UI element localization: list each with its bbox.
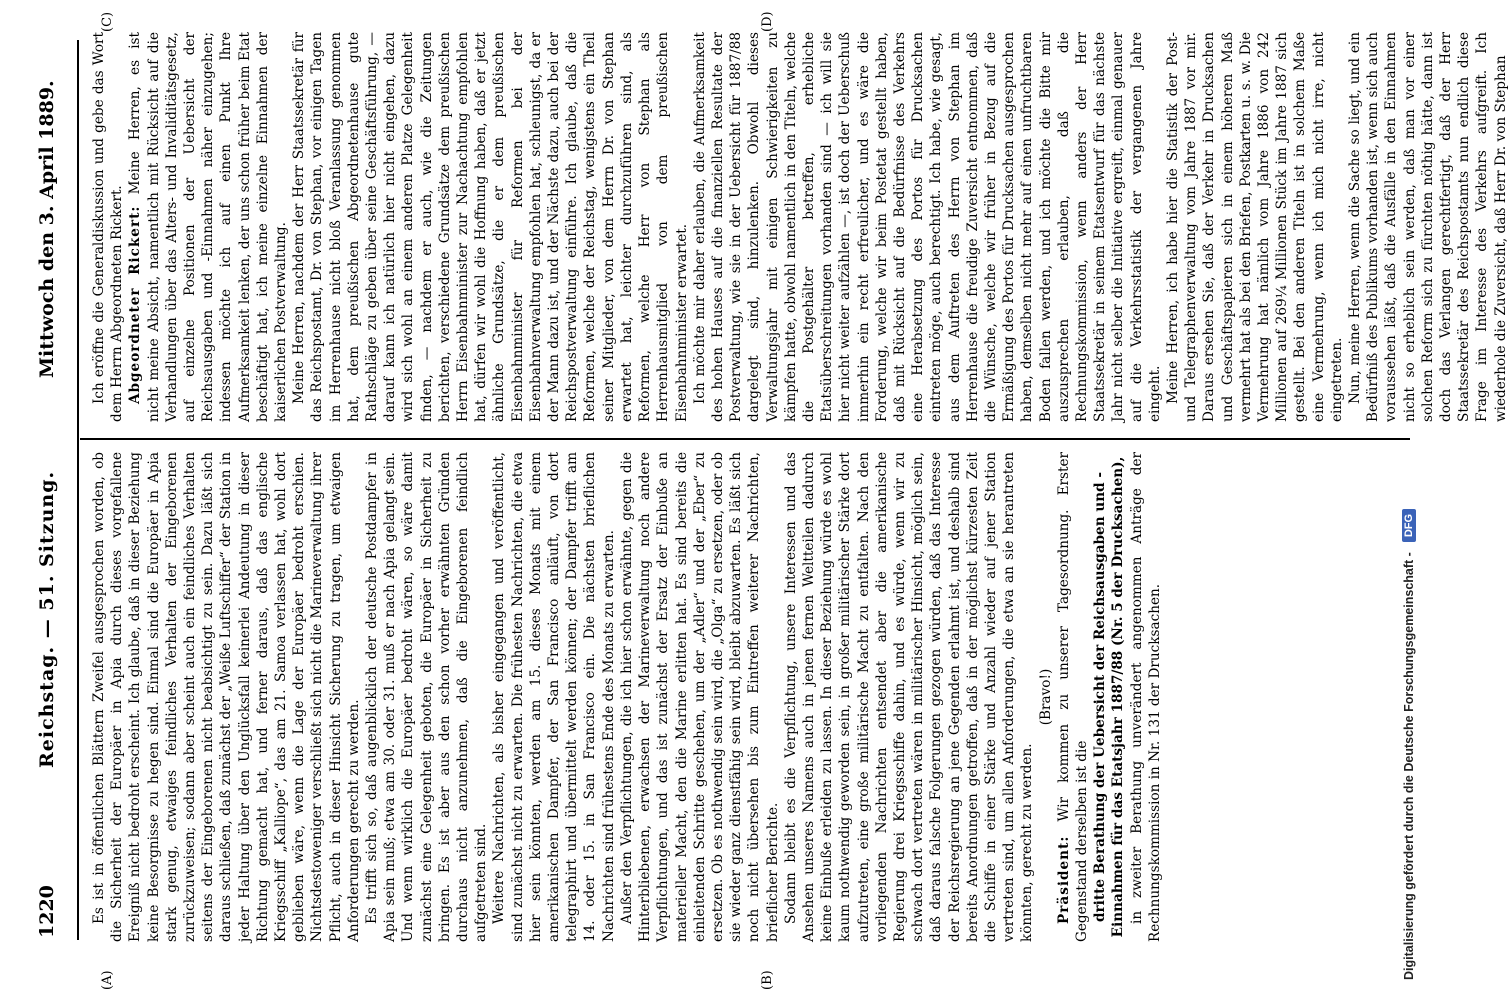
paragraph: Meine Herren, nachdem der Herr Staatssekretär für das Reichspostamt, Dr. von Stephan, vor einigen Tagen im Herrenhause nicht bloß Veranlassung genommen hat, dem preußischen Abgeordnetenhause gute Rathschläge zu geben über seine Geschäftsführung, — darauf kann ich natürlich hier nicht eingehen, dazu wird sich wohl an einem anderen Platze Gelegenheit finden, — nachdem er auch, wie die Zeitungen berichten, verschiedene Grundsätze dem preußischen Herrn Eisenbahnminister zur Nachachtung empfohlen hat, dürfen wir wohl die Hoffnung haben, daß er jetzt ähnliche Grundsätze, die er dem preußischen Eisenbahnminister für Reformen bei der Eisenbahnverwaltung empfohlen hat, schleunigst, da er der Mann dazu ist, und der Nächste dazu, auch bei der Reichspostverwaltung einführe. Ich glaube, daß die Reformen, welche der Reichstag, wenigstens ein Theil seiner Mitglieder, von dem Herrn Dr. von Stephan erwartet hat, leichter durchzuführen sind, als Reformen, welche Herr von Stephan als Herrenhausmitglied von dem preußischen Eisenbahnminister erwartet. [291,32,690,422]
margin-letter-c: (C) [100,11,115,32]
column-divider [80,438,1410,440]
digitization-footer [1395,20,1423,980]
page-header [32,40,72,938]
speaker-label: Abgeordneter Rickert: [127,205,144,404]
left-column [90,452,1164,942]
margin-letter-d: (D) [760,11,775,32]
header-rule [77,40,79,940]
president-text: Wir kommen zu unserer Tagesordnung. Erster Gegenstand derselben ist die [1055,451,1090,942]
paragraph: Es trifft sich so, daß augenblicklich der deutsche Postdampfer in Apia sein muß; etwa am 30. oder 31. muß er nach Apia gelangt sein. Und wenn wirklich die Europäer bedroht wären, so wäre damit zunächst eine Gelegenheit geboten, die Europäer in Sicherheit zu bringen. Es ist aber aus den schon vorher erwähnten Gründen durchaus nicht anzunehmen, daß die Eingeborenen feindlich aufgetreten sind. [364,452,490,942]
session-date: Mittwoch den 3. April 1889. [36,80,58,378]
speaker-paragraph [126,32,290,422]
paragraph: Außer den Verpflichtungen, die ich hier schon erwähnte, gegen die Hinterbliebenen, erwachsen der Marineverwaltung noch andere Verpflichtungen, und das ist zunächst der Ersatz der Einbuße an materieller Macht, den die Marine erlitten hat. Es sind bereits die einleitenden Schritte geschehen, um der „Adler“ und der „Eber“ zu ersetzen. Ob es nothwendig sein wird, die „Olga“ zu ersetzen, oder ob sie wieder ganz dienstfähig sein wird, bleibt abzuwarten. Es läßt sich noch nicht übersehen bis zum Eintreffen weiterer Nachrichten, brieflicher Berichte. [618,452,781,942]
paragraph: Weitere Nachrichten, als bisher eingegangen und veröffentlicht, sind zunächst nicht zu erwarten. Die frühesten Nachrichten, die etwa hier sein könnten, werden am 15. dieses Monats mit einem amerikanischen Dampfer, der San Francisco anläuft, von dort telegraphirt und übermittelt werden können; der Dampfer trifft am 14. oder 15. in San Francisco ein. Die nächsten brieflichen Nachrichten sind frühestens Ende des Monats zu erwarten. [491,452,617,942]
agenda-item-title: dritte Berathung der Uebersicht der Reichsausgaben und -Einnahmen für das Etatsjahr 1887/88 (Nr. 5 der Drucksachen), [1092,456,1127,938]
speaker-text: Meine Herren, es ist nicht meine Absicht, namentlich mit Rücksicht auf die Verhandlungen über das Alters- und Invaliditätsgesetz, auf einzelne Positionen der Uebersicht der Reichsausgaben und -Einnahmen näher einzugehen; indessen möchte ich auf einen Punkt Ihre Aufmerksamkeit lenken, der uns schon früher beim Etat beschäftigt hat, ich meine einzelne Einnahmen der kaiserlichen Postverwaltung. [127,32,290,422]
president-statement [1055,452,1091,942]
margin-letter-a: (A) [100,970,115,990]
paragraph: Sodann bleibt es die Verpflichtung, unsere Interessen und das Ansehen unseres Namens auch in jenen fernen Weltteilen dadurch keine Einbuße erleiden zu lassen. In dieser Beziehung würde es wohl kaum nothwendig geworden sein, in großer militärischer Stärke dort aufzutreten, eine große militärische Macht zu entfalten. Nach den vorliegenden Nachrichten entsendet aber die amerikanische Regierung drei Kriegsschiffe dahin, und es würde, wenn wir zu schwach dort vertreten wären in militärischer Hinsicht, möglich sein, daß daraus falsche Folgerungen gezogen würden, daß das Interesse der Reichsregierung an jene Gegenden erlahmt ist, und deshalb sind bereits Anordnungen getroffen, daß in der möglichst kürzesten Zeit die Schiffe in einer Stärke und Anzahl wieder auf jener Station vertreten sind, um allen Anforderungen, die etwa an sie herantreten könnten, gerecht zu werden. [782,452,1036,942]
agenda-item-text: in zweiter Berathung unverändert angenommen Anträge der Rechnungskommission in Nr. 131 der Drucksachen. [1128,452,1163,942]
margin-letter-b: (B) [760,970,775,990]
paragraph: Es ist in öffentlichen Blättern Zweifel ausgesprochen worden, ob die Sicherheit der Europäer in Apia durch dieses vorgefallene Ereigniß nicht bedroht erscheint. Ich glaube, daß in dieser Beziehung keine Besorgnisse zu hegen sind. Einmal sind die Europäer in Apia stark genug, etwaiges feindliches Verhalten der Eingeborenen zurückzuweisen; sodann aber scheint auch ein feindliches Verhalten seitens der Eingeborenen nicht beabsichtigt zu sein. Dazu läßt sich daraus schließen, daß zunächst der „Weiße Luftschiffer“ der Station in jeder Haltung über den Unglücksfall keinerlei Andeutung in dieser Richtung gemacht hat, und ferner daraus, daß das englische Kriegsschiff „Kalliope“, das am 21. Samoa verlassen hat, wohl dort geblieben wäre, wenn die Lage der Europäer bedroht erschien. Nichtsdestoweniger verschließt sich nicht die Marineverwaltung ihrer Pflicht, auch in dieser Hinsicht Sicherung zu tragen, um etwaigen Anforderungen gerecht zu werden. [91,452,362,942]
dfg-logo: DFG [1402,509,1416,542]
paragraph: Nun, meine Herren, wenn die Sache so liegt, und ein Bedürfniß des Publikums vorhanden ist, wenn sich auch voraussehen läßt, daß die Ausfälle in den Einnahmen nicht so erheblich sein werden, daß man vor einer solchen Reform sich zu fürchten nöthig hätte, dann ist doch das Verlangen gerechtfertigt, daß der Herr Staatssekretär des Reichspostamts nun endlich diese Frage im Interesse des Verkehrs aufgreift. Ich wiederhole die Zuversicht, daß Herr Dr. von Stephan [1347,32,1509,422]
applause-note: (Bravo!) [1037,668,1054,726]
footer-text [1395,20,1423,980]
paragraph: Meine Herren, ich habe hier die Statistik der Post- und Telegraphenverwaltung vom Jahre 1887 vor mir. Daraus ersehen Sie, daß der Verkehr in Drucksachen und Geschäftspapieren sich in einem höheren Maß vermehrt hat als bei den Briefen, Postkarten u. s. w. Die Vermehrung hat nämlich vom Jahre 1886 von 242 Millionen auf 269¼ Millionen Stück im Jahre 1887 sich gestellt. Bei den anderen Titeln ist in solchem Maße eine Vermehrung, wenn ich mich nicht irre, nicht eingetreten. [1164,32,1345,422]
right-column [90,32,1510,422]
opening-statement: Ich eröffne die Generaldiskussion und gebe das Wort dem Herrn Abgeordneten Rickert. [91,32,126,422]
footer-credit: Digitalisierung gefördert durch die Deutsche Forschungsgemeinschaft - [1402,552,1416,980]
page-number: 1220 [36,885,58,938]
president-label: Präsident: [1055,835,1072,924]
paragraph: Ich möchte mir daher erlauben, die Aufmerksamkeit des hohen Hauses auf die finanziellen Resultate der Postverwaltung, wie sie in der Uebersicht für 1887/88 dargelegt sind, hinzulenken. Obwohl dieses Verwaltungsjahr mit einigen Schwierigkeiten zu kämpfen hatte, obwohl namentlich in den Titeln, welche die Postgehälter betreffen, erhebliche Etatsüberschreitungen vorhanden sind — ich will sie hier nicht weiter aufzählen —, ist doch der Ueberschuß immerhin ein recht erfreulicher, und es wäre die Forderung, welche wir beim Postetat gestellt haben, daß mit Rücksicht auf die Bedürfnisse des Verkehrs eine Herabsetzung des Portos für Drucksachen eintreten möge, auch berechtigt. Ich habe, wie gesagt, aus dem Auftreten des Herrn von Stephan im Herrenhause die freudige Zuversicht entnommen, daß die Wünsche, welche wir früher in Bezug auf die Ermäßigung des Portos für Drucksachen ausgesprochen haben, demselben nicht mehr auf einen unfruchtbaren Boden fallen werden, und ich möchte die Bitte mir auszusprechen erlauben, daß die Rechnungskommission, wenn anders der Herr Staatssekretär in seinem Etatsentwurf für das nächste Jahr nicht selber die Initiative ergreift, einmal genauer auf die Verkehrsstatistik der vergangenen Jahre eingeht. [691,32,1163,422]
running-title: Reichstag. — 51. Sitzung. [36,470,58,768]
